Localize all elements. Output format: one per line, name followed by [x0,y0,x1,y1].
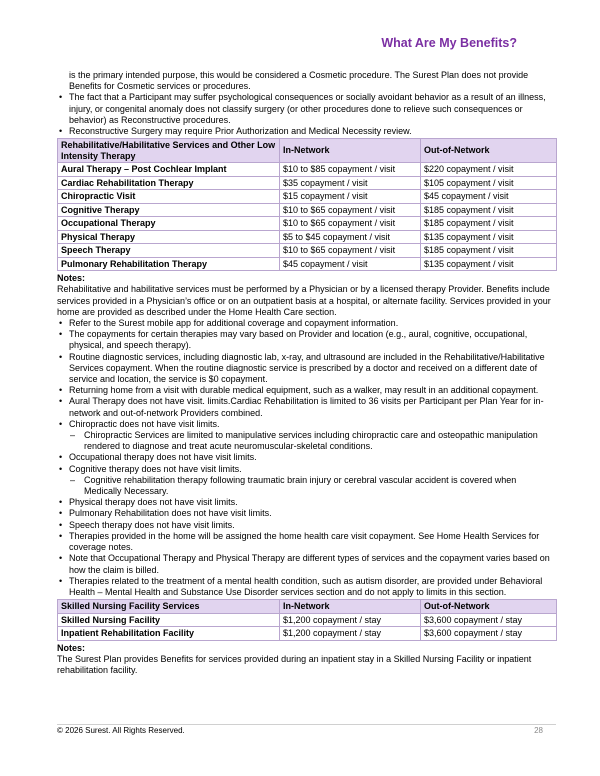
list-item: • Refer to the Surest mobile app for additional coverage and copayment information. [57,318,556,329]
out-of-network-cell: $220 copayment / visit [421,163,557,177]
in-network-cell: $1,200 copayment / stay [280,627,421,641]
rehab-notes-heading: Notes: [57,273,86,284]
in-network-cell: $10 to $85 copayment / visit [280,163,421,177]
out-of-network-cell: $3,600 copayment / stay [421,613,557,627]
list-item: • Aural Therapy does not have visit. limits.Cardiac Rehabilitation is limited to 36 visits per Participant per Plan Year for in-network and out-of-network Providers combined. [57,396,556,418]
table-header-cell: Out-of-Network [421,600,557,614]
service-cell: Cognitive Therapy [58,203,280,217]
table-row [58,190,557,204]
out-of-network-cell: $3,600 copayment / stay [421,627,557,641]
in-network-cell: $10 to $65 copayment / visit [280,217,421,231]
list-item: • Therapies provided in the home will be assigned the home health care visit copayment. See Home Health Services for coverage notes. [57,531,556,553]
in-network-cell: $15 copayment / visit [280,190,421,204]
in-network-cell: $45 copayment / visit [280,257,421,271]
snf-notes-heading: Notes: [57,642,86,653]
service-cell: Occupational Therapy [58,217,280,231]
table-header-row [58,139,557,163]
list-item: • Routine diagnostic services, including diagnostic lab, x-ray, and ultrasound are included in the Rehabilitative/Habilitative Services copayment. When the routine diagnostic service is prescribed by a doctor and received on a different date of service and location, the service is $0 copayment. [57,352,556,386]
table-row [58,244,557,258]
out-of-network-cell: $45 copayment / visit [421,190,557,204]
footer-divider [57,724,556,725]
footer-copyright: © 2026 Surest. All Rights Reserved. [57,726,185,735]
out-of-network-cell: $105 copayment / visit [421,176,557,190]
service-cell: Aural Therapy – Post Cochlear Implant [58,163,280,177]
list-item [57,464,556,498]
list-item: • Occupational therapy does not have visit limits. [57,452,556,463]
service-cell: Speech Therapy [58,244,280,258]
service-cell: Physical Therapy [58,230,280,244]
table-header-cell: Out-of-Network [421,139,557,163]
list-item: • Speech therapy does not have visit limits. [57,520,556,531]
page-number: 28 [534,726,543,735]
list-item: • The copayments for certain therapies may vary based on Provider and location (e.g., aural, cognitive, occupational, physical, and speech therapy). [57,329,556,351]
out-of-network-cell: $135 copayment / visit [421,257,557,271]
list-item: • Physical therapy does not have visit limits. [57,497,556,508]
list-item: • Reconstructive Surgery may require Prior Authorization and Medical Necessity review. [57,126,556,137]
table-header-cell: In-Network [280,139,421,163]
list-item: • Pulmonary Rehabilitation does not have visit limits. [57,508,556,519]
list-item: • Note that Occupational Therapy and Physical Therapy are different types of services and the copayment varies based on how the claim is billed. [57,553,556,575]
out-of-network-cell: $135 copayment / visit [421,230,557,244]
in-network-cell: $10 to $65 copayment / visit [280,203,421,217]
rehab-benefits-table [57,138,557,271]
out-of-network-cell: $185 copayment / visit [421,203,557,217]
in-network-cell: $10 to $65 copayment / visit [280,244,421,258]
list-item: • The fact that a Participant may suffer psychological consequences or socially avoidant behavior as a result of an illness, injury, or congenital anomaly does not classify surgery (or other procedures done to relieve such consequences or behavior) as Reconstructive procedures. [57,92,556,126]
table-header-cell: Rehabilitative/Habilitative Services and Other Low Intensity Therapy [58,139,280,163]
page-header-title: What Are My Benefits? [381,36,517,50]
sub-list [69,430,556,452]
in-network-cell: $35 copayment / visit [280,176,421,190]
cosmetic-continuation: is the primary intended purpose, this would be considered a Cosmetic procedure. The Surest Plan does not provide Benefits for Cosmetic services or procedures. [69,70,529,92]
service-cell: Chiropractic Visit [58,190,280,204]
service-cell: Skilled Nursing Facility [58,613,280,627]
table-header-cell: In-Network [280,600,421,614]
table-row [58,257,557,271]
page-content [57,70,556,676]
table-row [58,176,557,190]
table-header-row [58,600,557,614]
service-cell: Cardiac Rehabilitation Therapy [58,176,280,190]
sub-list [69,475,556,497]
out-of-network-cell: $185 copayment / visit [421,244,557,258]
rehab-notes-intro: Rehabilitative and habilitative services must be performed by a Physician or by a licensed therapy Provider. Benefits include services provided in a Physician’s office or on an outpatient basis at a hospital, or alternate facility. Services provided in your home are provided as described under the Home Health Care section. [57,284,551,317]
sub-list-item: – Cognitive rehabilitation therapy following traumatic brain injury or cerebral vascular accident is covered when Medically Necessary. [57,475,556,497]
table-row [58,217,557,231]
rehab-notes-list [57,318,556,598]
table-row [58,230,557,244]
service-cell: Pulmonary Rehabilitation Therapy [58,257,280,271]
list-item: • Returning home from a visit with durable medical equipment, such as a walker, may result in an additional copayment. [57,385,556,396]
list-item [57,419,556,453]
sub-list-item: – Chiropractic Services are limited to manipulative services including chiropractic care and osteopathic manipulation rendered to diagnose and treat acute neuromuscular-skeletal conditions. [57,430,556,452]
table-row [58,613,557,627]
table-row [58,163,557,177]
list-item: • Therapies related to the treatment of a mental health condition, such as autism disorder, are provided under Behavioral Health – Mental Health and Substance Use Disorder services section and do not apply to limits in this section. [57,576,556,598]
in-network-cell: $1,200 copayment / stay [280,613,421,627]
snf-notes-text: The Surest Plan provides Benefits for services provided during an inpatient stay in a Skilled Nursing Facility or inpatient rehabilitation facility. [57,653,532,676]
out-of-network-cell: $185 copayment / visit [421,217,557,231]
table-header-cell: Skilled Nursing Facility Services [58,600,280,614]
snf-benefits-table [57,599,557,641]
cosmetic-bullets [57,92,556,137]
list-item-text: Chiropractic does not have visit limits. [69,418,220,429]
in-network-cell: $5 to $45 copayment / visit [280,230,421,244]
list-item-text: Cognitive therapy does not have visit limits. [69,463,242,474]
service-cell: Inpatient Rehabilitation Facility [58,627,280,641]
table-row [58,627,557,641]
table-row [58,203,557,217]
